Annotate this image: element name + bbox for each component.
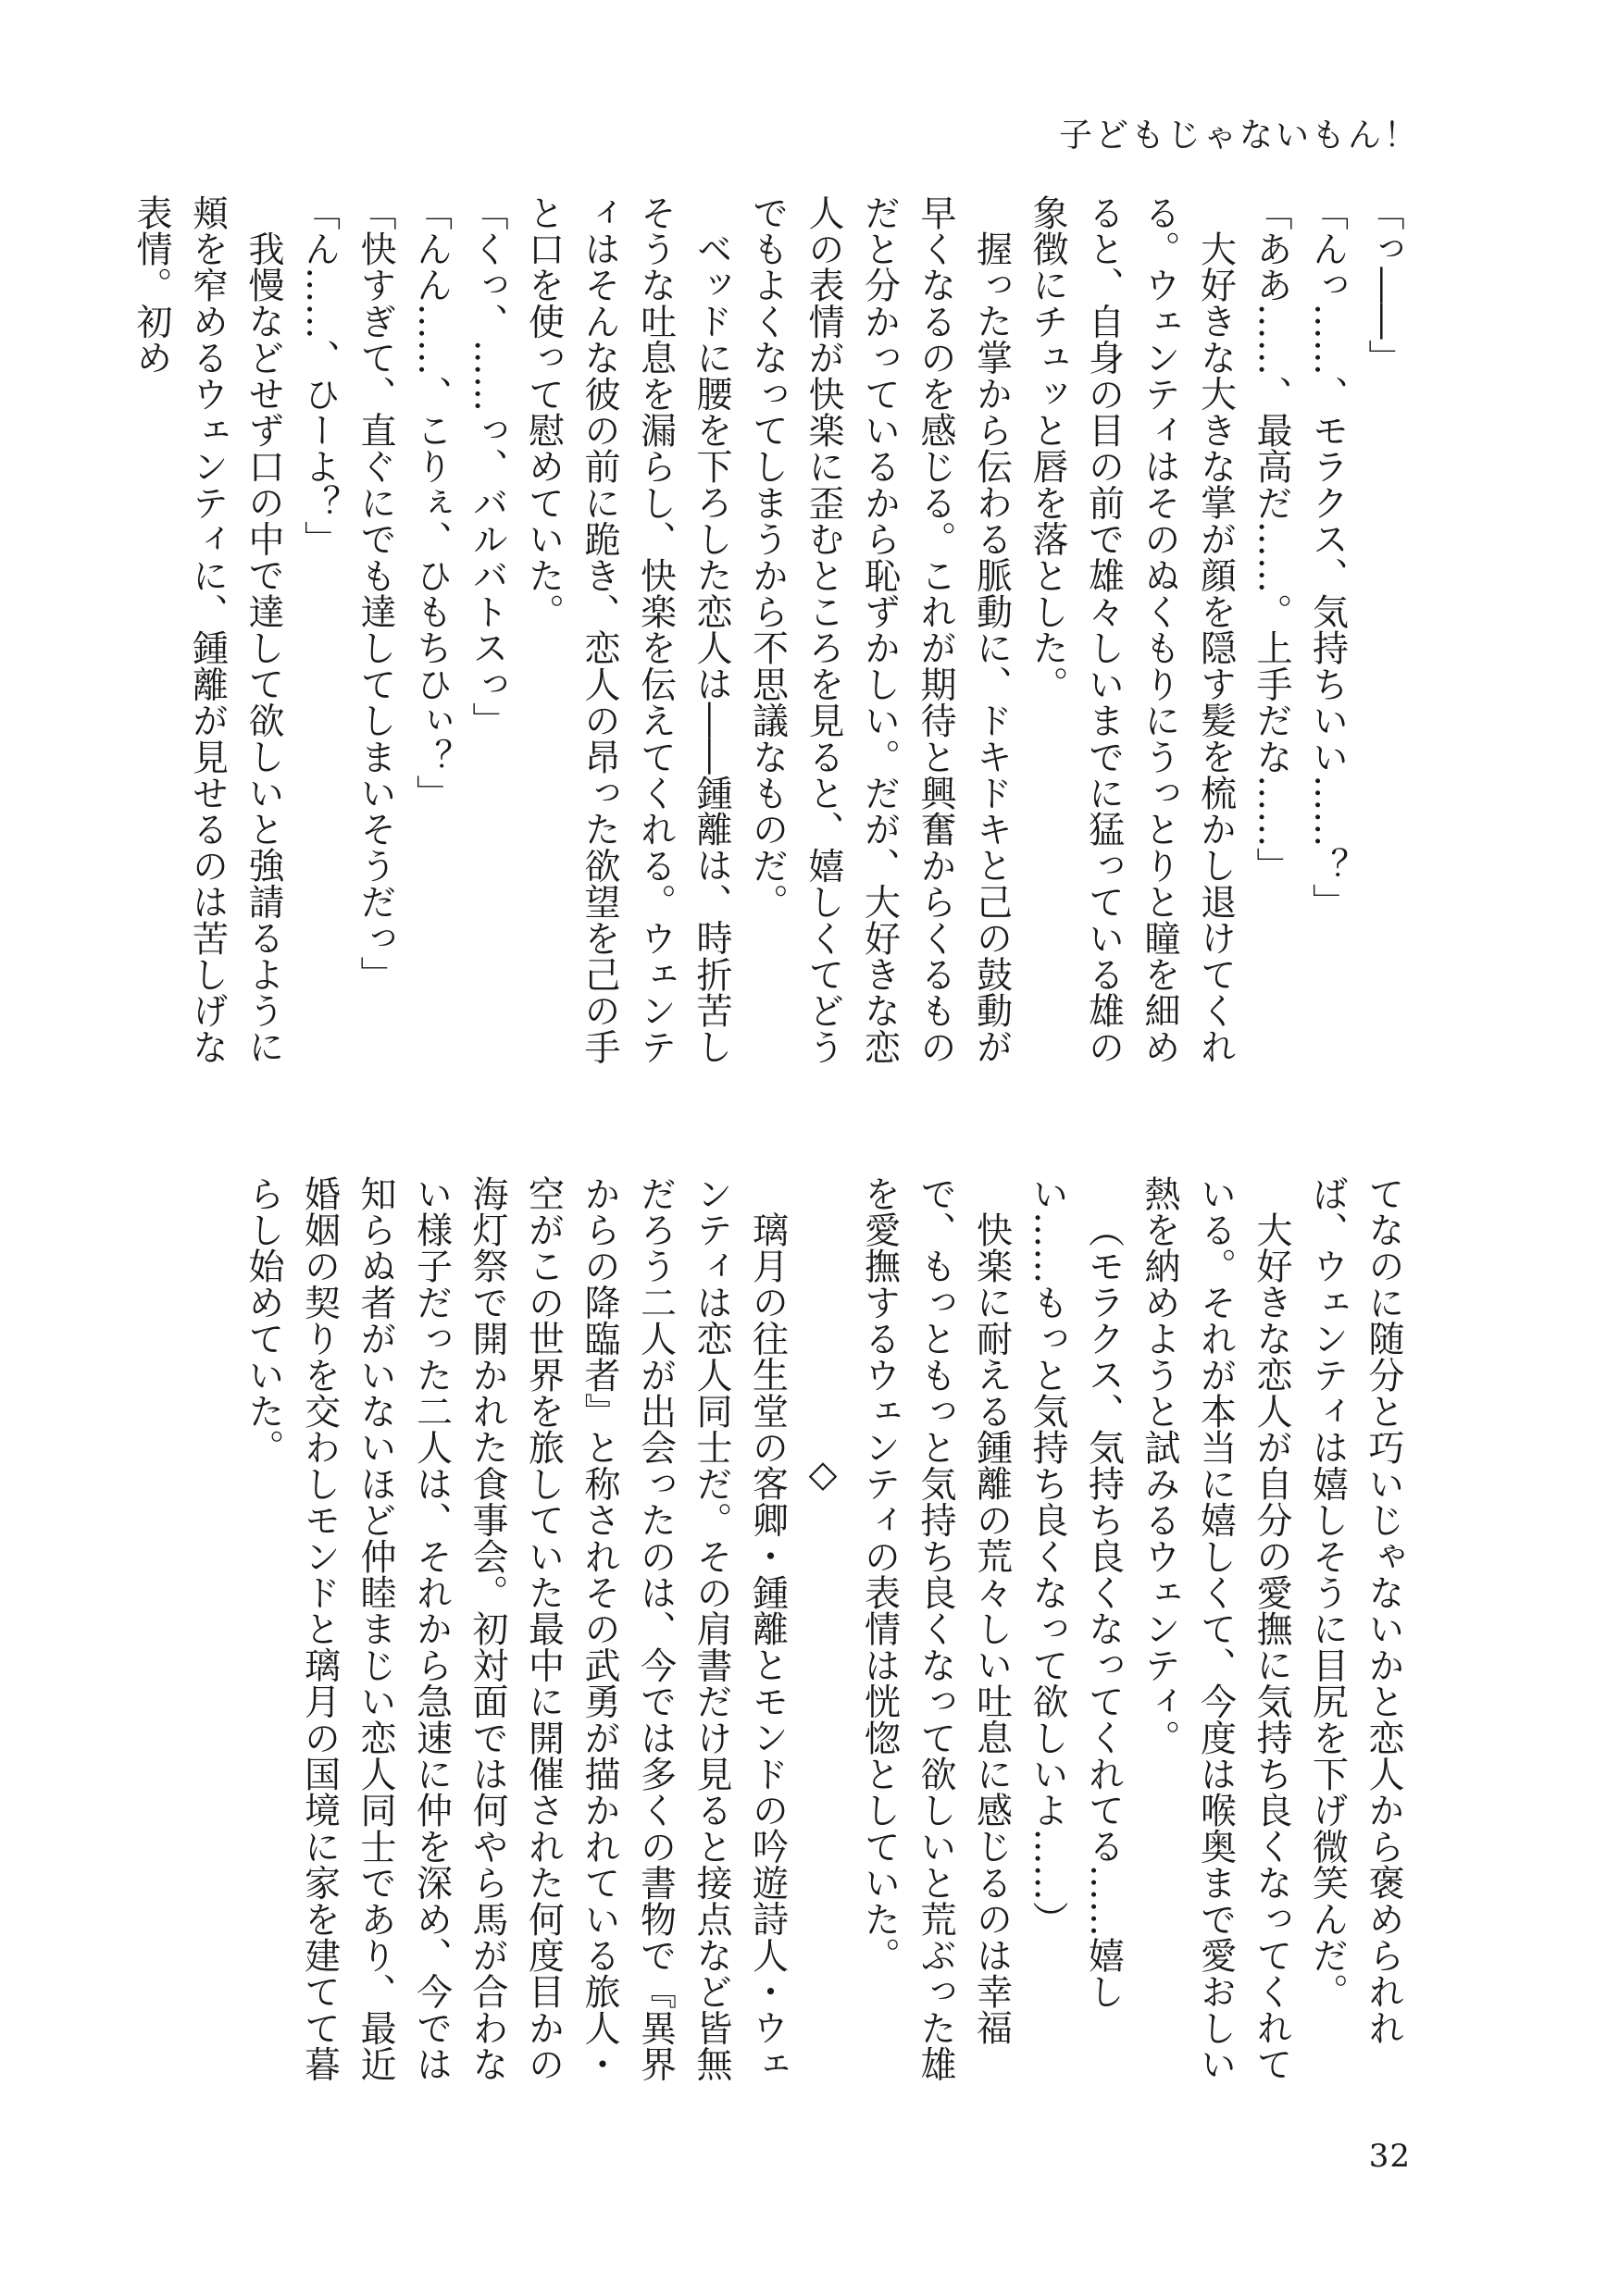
continuation-paragraph: てなのに随分と巧いじゃないかと恋人から褒められれば、ウェンティは嬉しそうに目尻を下げ微笑んだ。: [1306, 1175, 1404, 2046]
narration-paragraph: 快楽に耐える鍾離の荒々しい吐息に感じるのは幸福で、もっともっと気持ち良くなって欲しいと荒ぶった雄を愛撫するウェンティの表情は恍惚としていた。: [858, 1175, 1013, 2082]
text-block-bottom: [243, 1175, 1411, 2091]
text-block-top: [131, 194, 1411, 1083]
narration-paragraph: 璃月の往生堂の客卿・鍾離とモンドの吟遊詩人・ウェンティは恋人同士だ。その肩書だけ見ると接点など皆無だろう二人が出会ったのは、今では多くの書物で『異界からの降臨者』と称されその武勇が描かれている旅人・空がこの世界を旅していた最中に開催された何度目かの海灯祭で開かれた食事会。初対面では何やら馬が合わない様子だった二人は、それから急速に仲を深め、今では知らぬ者がいないほど仲睦まじい恋人同士であり、最近婚姻の契りを交わしモンドと璃月の国境に家を建てて暮らし始めていた。: [243, 1175, 789, 2083]
monologue-paragraph: （モラクス、気持ち良くなってくれてる……嬉しい……もっと気持ち良くなって欲しいよ……）: [1027, 1175, 1125, 2010]
narration-paragraph: 大好きな恋人が自分の愛撫に気持ち良くなってくれている。それが本当に嬉しくて、今度は喉奥まで愛おしい熱を納めようと試みるウェンティ。: [1139, 1175, 1292, 2082]
page-number: 32: [1368, 2138, 1411, 2175]
dialogue-line: 「ああ……、最高だ……。上手だな……」: [1251, 194, 1292, 884]
dialogue-line: 「んっ……、モラクス、気持ちいい……？」: [1306, 194, 1349, 920]
dialogue-line: 「快すぎて、直ぐにでも達してしまいそうだっ」: [355, 194, 396, 993]
dialogue-line: 「っ――」: [1363, 194, 1404, 376]
dialogue-line: 「くっ、……っ、バルバトスっ」: [467, 194, 508, 738]
narration-paragraph: 我慢などせず口の中で達して欲しいと強請るように頬を窄めるウェンティに、鍾離が見せるのは苦しげな表情。初め: [131, 194, 284, 1065]
narration-paragraph: ベッドに腰を下ろした恋人は――鍾離は、時折苦しそうな吐息を漏らし、快楽を伝えてくれる。ウェンティはそんな彼の前に跪き、恋人の昂った欲望を己の手と口を使って慰めていた。: [522, 194, 732, 1065]
narration-paragraph: 握った掌から伝わる脈動に、ドキドキと己の鼓動が早くなるのを感じる。これが期待と興奮からくるものだと分かっているから恥ずかしい。だが、大好きな恋人の表情が快楽に歪むところを見ると、嬉しくてどうでもよくなってしまうから不思議なものだ。: [746, 194, 1013, 1065]
scene-divider: ◇: [802, 1453, 844, 1496]
dialogue-line: 「んん……、こりぇ、ひもちひぃ？」: [410, 194, 453, 812]
running-title: 子どもじゃないもん！: [1058, 117, 1420, 155]
narration-paragraph: 大好きな大きな掌が顔を隠す髪を梳かし退けてくれる。ウェンティはそのぬくもりにうっとりと瞳を細めると、自身の目の前で雄々しいまでに猛っている雄の象徴にチュッと唇を落とした。: [1027, 194, 1237, 1065]
dialogue-line: 「ん……、ひーよ？」: [298, 194, 341, 557]
